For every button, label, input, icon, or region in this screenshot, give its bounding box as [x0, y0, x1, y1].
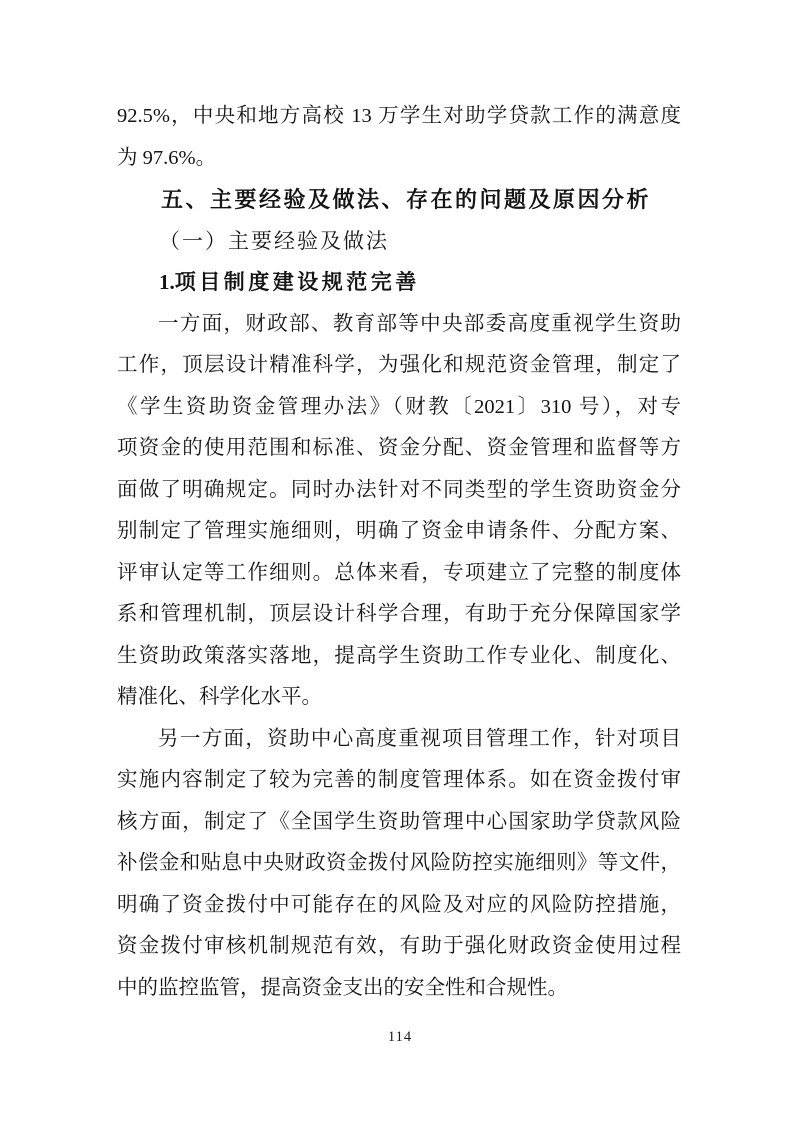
- page-body: [117, 96, 681, 1009]
- section-heading: 五、主要经验及做法、存在的问题及原因分析: [161, 187, 652, 212]
- text-line: 中的监控监管，提高资金支出的安全性和合规性。: [117, 976, 568, 999]
- text-line: 面做了明确规定。同时办法针对不同类型的学生资助资金分: [117, 478, 681, 501]
- text-line: 明确了资金拨付中可能存在的风险及对应的风险防控措施，: [117, 893, 681, 916]
- text-line: 资金拨付审核机制规范有效，有助于强化财政资金使用过程: [117, 935, 681, 957]
- text-line: 评审认定等工作细则。总体来看，专项建立了完整的制度体: [117, 561, 681, 584]
- text-line: 《学生资助资金管理办法》（财教〔2021〕310 号），对专: [117, 395, 681, 418]
- text-line: 另一方面，资助中心高度重视项目管理工作，针对项目: [158, 727, 681, 750]
- text-line: 92.5%，中央和地方高校 13 万学生对助学贷款工作的满意度: [117, 105, 681, 127]
- subsection-heading: （一）主要经验及做法: [159, 228, 389, 253]
- paragraph-continued: [117, 96, 681, 179]
- text-line: 精准化、科学化水平。: [117, 686, 322, 708]
- text-line: 补偿金和贴息中央财政资金拨付风险防控实施细则》等文件，: [117, 852, 681, 874]
- text-line: 实施内容制定了较为完善的制度管理体系。如在资金拨付审: [117, 769, 681, 791]
- text-line: 核方面，制定了《全国学生资助管理中心国家助学贷款风险: [117, 810, 681, 833]
- point-heading-number: 1.: [159, 270, 175, 294]
- text-line: 一方面，财政部、教育部等中央部委高度重视学生资助: [158, 312, 681, 335]
- paragraph-2: [117, 719, 681, 1010]
- text-line: 别制定了管理实施细则，明确了资金申请条件、分配方案、: [117, 520, 681, 542]
- text-line: 工作，顶层设计精准科学，为强化和规范资金管理，制定了: [117, 354, 681, 376]
- point-heading-text: 项目制度建设规范完善: [174, 270, 420, 294]
- text-line: 系和管理机制，顶层设计科学合理，有助于充分保障国家学: [117, 603, 681, 625]
- text-line: 项资金的使用范围和标准、资金分配、资金管理和监督等方: [117, 437, 681, 459]
- paragraph-1: [117, 304, 681, 719]
- text-line: 为 97.6%。: [117, 146, 217, 169]
- point-heading: [117, 262, 681, 304]
- page-number: 114: [387, 1029, 413, 1045]
- text-line: 生资助政策落实落地，提高学生资助工作专业化、制度化、: [117, 644, 681, 667]
